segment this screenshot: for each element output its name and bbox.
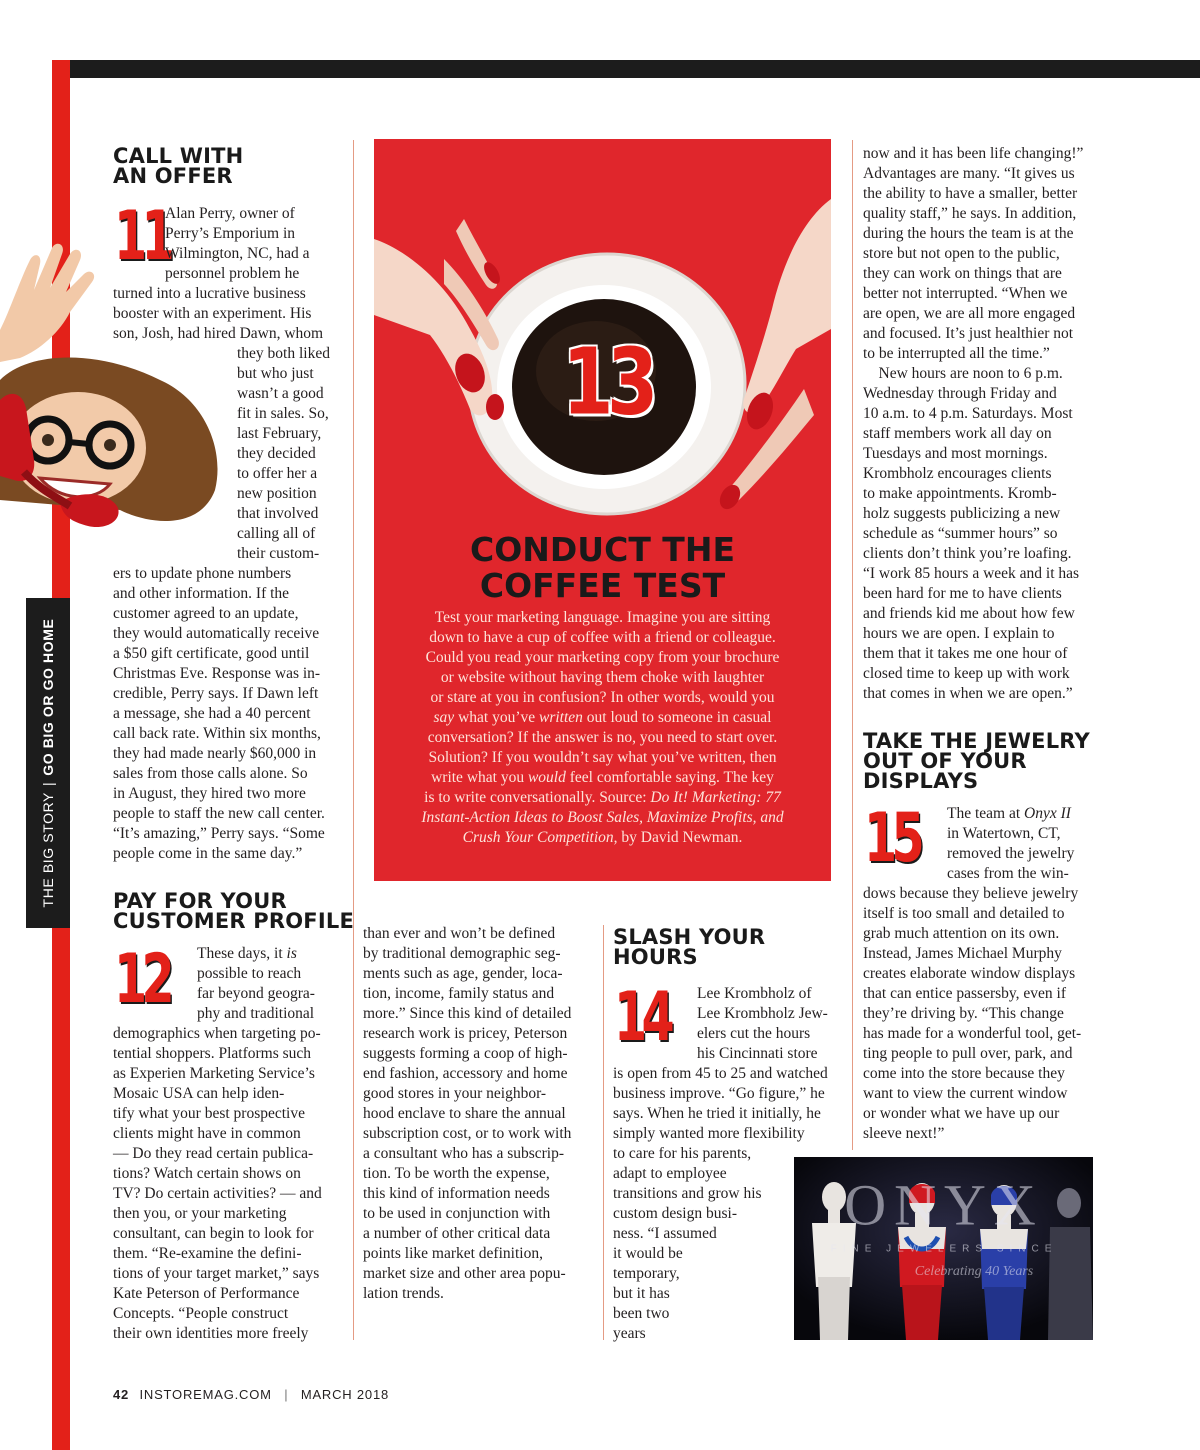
body-line: has made for a wonderful tool, get- [863, 1025, 1082, 1042]
body-line: come into the store because they [863, 1065, 1065, 1082]
body-line: business improve. “Go figure,” he [613, 1085, 825, 1102]
body-line: tential shoppers. Platforms such [113, 1045, 312, 1062]
tip-12-number: 12 [114, 940, 170, 1019]
body-line: custom design busi- [613, 1205, 737, 1222]
body-line: subscription cost, or to work with [363, 1125, 572, 1142]
body-line: 10 a.m. to 4 p.m. Saturdays. Most [863, 405, 1073, 422]
body-line: Wilmington, NC, had a [165, 245, 310, 262]
tip-15-heading-line: TAKE THE JEWELRY [863, 729, 1090, 753]
body-line: hood enclave to share the annual [363, 1105, 566, 1122]
body-line: cases from the win- [947, 865, 1069, 882]
body-line: TV? Do certain activities? — and [113, 1185, 322, 1202]
body-line: they can work on things that are [863, 265, 1062, 282]
body-line: a number of other critical data [363, 1225, 551, 1242]
body-text: Solution? If you wouldn’t say what you’ve written, then [428, 749, 777, 766]
tip-12-heading [113, 891, 354, 931]
body-line [113, 944, 322, 964]
body-line [394, 688, 811, 708]
body-line: and friends kid me about how few [863, 605, 1075, 622]
body-line: Advantages are many. “It gives us [863, 165, 1075, 182]
body-line [394, 728, 811, 748]
body-line: they would automatically receive [113, 625, 320, 642]
body-line: been hard for me to have clients [863, 585, 1062, 602]
body-line: “I work 85 hours a week and it has [863, 565, 1080, 582]
body-line: and focused. It’s just healthier not [863, 325, 1074, 342]
body-line: demographics when targeting po- [113, 1025, 321, 1042]
body-line: that can entice passersby, even if [863, 985, 1066, 1002]
tip-14-number: 14 [614, 978, 670, 1057]
body-line: adapt to employee [613, 1165, 727, 1182]
tip-12-heading-line: PAY FOR YOUR [113, 889, 287, 913]
onyx-signage-subtitle: FINE JEWELERS SINCE [830, 1243, 1058, 1255]
body-line: ers to update phone numbers [113, 565, 292, 582]
body-text: or website without having them choke with laughter [440, 669, 765, 686]
body-text: or stare at you in confusion? In other words, would you [430, 689, 775, 706]
body-line: quality staff,” he says. In addition, [863, 205, 1077, 222]
body-line: wasn’t a good [237, 385, 324, 402]
body-line: Tuesdays and most mornings. [863, 445, 1048, 462]
body-line: want to view the current window [863, 1085, 1068, 1102]
body-line: possible to reach [197, 965, 302, 982]
body-line [394, 828, 811, 848]
body-line: in August, they hired two more [113, 785, 306, 802]
body-line: good stores in your neighbor- [363, 1085, 547, 1102]
body-line: hours we are open. I explain to [863, 625, 1055, 642]
body-line [394, 768, 811, 788]
body-line: that comes in when we are open.” [863, 685, 1073, 702]
body-line: clients don’t think you’re loafing. [863, 545, 1072, 562]
body-line: new position [237, 485, 317, 502]
body-line: this kind of information needs [363, 1185, 550, 1202]
tip-15-heading-line: OUT OF YOUR [863, 749, 1027, 773]
body-line: call back rate. Within six months, [113, 725, 321, 742]
tip-11-heading-line: CALL WITH [113, 144, 244, 168]
body-text: write what you [431, 769, 528, 786]
footer-separator: | [284, 1387, 289, 1402]
onyx-signage-script: Celebrating 40 Years [914, 1264, 1034, 1279]
body-line: but who just [237, 365, 314, 382]
body-line: consultant, can begin to look for [113, 1225, 314, 1242]
footer-issue: MARCH 2018 [300, 1387, 390, 1402]
page-number: 42 [113, 1387, 130, 1402]
tip-11-heading [113, 146, 243, 186]
body-line: Instead, James Michael Murphy [863, 945, 1062, 962]
tip-11-heading-line: AN OFFER [113, 164, 233, 188]
body-line: end fashion, accessory and home [363, 1065, 568, 1082]
tip-12-body-continued [363, 924, 571, 1304]
section-label-separator: | [40, 781, 56, 787]
body-line: ness. “I assumed [613, 1225, 717, 1242]
body-text-emphasis: say [433, 709, 455, 726]
section-side-label [40, 619, 56, 908]
tip-15-number: 15 [864, 799, 920, 878]
body-line: itself is too small and detailed to [863, 905, 1065, 922]
body-line: removed the jewelry [947, 845, 1075, 862]
body-line: that involved [237, 505, 319, 522]
body-line: people to staff the new call center. [113, 805, 325, 822]
tip-12-heading-line: CUSTOMER PROFILE [113, 909, 354, 933]
body-line: “It’s amazing,” Perry says. “Some [113, 825, 325, 842]
coffee-test-hero [374, 139, 831, 881]
body-line: store but not open to the public, [863, 245, 1060, 262]
body-line: research work is pricey, Peterson [363, 1025, 568, 1042]
body-line: booster with an experiment. His [113, 305, 312, 322]
body-line: than ever and won’t be defined [363, 925, 556, 942]
section-label-strong: GO BIG OR GO HOME [40, 618, 56, 776]
body-line: more.” Since this kind of detailed [363, 1005, 572, 1022]
body-line: their own identities more freely [113, 1325, 309, 1342]
body-line: the ability to have a smaller, better [863, 185, 1078, 202]
body-line: they had made nearly $60,000 in [113, 745, 317, 762]
body-line: simply wanted more flexibility [613, 1125, 805, 1142]
body-text-emphasis: Do It! Marketing: 77 [650, 789, 781, 806]
body-text: what you’ve [454, 709, 539, 726]
body-line: better not interrupted. “When we [863, 285, 1068, 302]
body-line: ting people to pull over, park, and [863, 1045, 1073, 1062]
body-line: and other information. If the [113, 585, 290, 602]
body-line: turned into a lucrative business [113, 285, 306, 302]
body-line: closed time to keep up with work [863, 665, 1070, 682]
body-line: in Watertown, CT, [947, 825, 1061, 842]
body-line: points like market definition, [363, 1245, 543, 1262]
body-text: out loud to someone in casual [582, 709, 772, 726]
body-line: as Experien Marketing Service’s [113, 1065, 315, 1082]
tip-15-heading [863, 731, 1090, 791]
body-line: Wednesday through Friday and [863, 385, 1057, 402]
body-line: people come in the same day.” [113, 845, 303, 862]
body-text-emphasis: is [286, 945, 297, 962]
tip-15-heading-line: DISPLAYS [863, 769, 979, 793]
body-line: customer agreed to an update, [113, 605, 299, 622]
onyx-window-display-photo [794, 1157, 1093, 1340]
body-line: his Cincinnati store [697, 1045, 818, 1062]
body-text: feel comfortable saying. The key [565, 769, 774, 786]
body-line: tify what your best prospective [113, 1105, 305, 1122]
body-line: temporary, [613, 1265, 680, 1282]
body-line: Alan Perry, owner of [165, 205, 295, 222]
body-line: tions? Watch certain shows on [113, 1165, 301, 1182]
body-text: Test your marketing language. Imagine you are sitting [434, 609, 771, 626]
body-line [394, 628, 811, 648]
body-line [394, 708, 811, 728]
body-line: them. “Re-examine the defini- [113, 1245, 302, 1262]
body-line: Lee Krombholz of [697, 985, 812, 1002]
body-line: credible, Perry says. If Dawn left [113, 685, 319, 702]
body-line: Lee Krombholz Jew- [697, 1005, 828, 1022]
body-line: market size and other area popu- [363, 1265, 566, 1282]
body-text-emphasis: Onyx II [1024, 805, 1071, 822]
footer-site: INSTOREMAG.COM [139, 1387, 272, 1402]
body-text: , by David Newman. [613, 829, 743, 846]
body-line: son, Josh, had hired Dawn, whom [113, 325, 324, 342]
body-line [394, 608, 811, 628]
body-line: by traditional demographic seg- [363, 945, 561, 962]
body-line: or wonder what we have up our [863, 1105, 1060, 1122]
tip-13-body [394, 608, 811, 848]
body-line: tions of your target market,” says [113, 1265, 320, 1282]
tip-14-heading-line: HOURS [613, 945, 698, 969]
body-line: a $50 gift certificate, good until [113, 645, 310, 662]
body-line [394, 788, 811, 808]
body-line: Krombholz encourages clients [863, 465, 1052, 482]
body-line [394, 648, 811, 668]
body-line: staff members work all day on [863, 425, 1052, 442]
body-line: far beyond geogra- [197, 985, 315, 1002]
body-line: Christmas Eve. Response was in- [113, 665, 321, 682]
body-line: they both liked [237, 345, 330, 362]
body-line: to make appointments. Kromb- [863, 485, 1057, 502]
body-line: elers cut the hours [697, 1025, 811, 1042]
column-rule-3 [852, 140, 853, 1150]
body-line [394, 808, 811, 828]
onyx-store-signage: ONYX [844, 1172, 1044, 1238]
body-line: to offer her a [237, 465, 318, 482]
body-line: says. When he tried it initially, he [613, 1105, 821, 1122]
tip-13-heading-line: CONDUCT THE [470, 530, 735, 569]
body-line: but it has [613, 1285, 670, 1302]
body-line: now and it has been life changing!” [863, 145, 1084, 162]
body-line: during the hours the team is at the [863, 225, 1074, 242]
tip-14-heading-line: SLASH YOUR [613, 925, 766, 949]
body-line: been two [613, 1305, 670, 1322]
body-line: suggests forming a coop of high- [363, 1045, 568, 1062]
body-text: Could you read your marketing copy from your brochure [425, 649, 780, 666]
body-line: clients might have in common [113, 1125, 301, 1142]
tip-11-body [113, 197, 330, 864]
body-line: transitions and grow his [613, 1185, 762, 1202]
body-text-emphasis: Crush Your Competition [462, 829, 614, 846]
body-line: they’re driving by. “This change [863, 1005, 1064, 1022]
body-line: a message, she had a 40 percent [113, 705, 311, 722]
body-line: fit in sales. So, [237, 405, 329, 422]
tip-14-heading [613, 927, 765, 967]
body-line: ments such as age, gender, loca- [363, 965, 563, 982]
column-rule-1 [353, 140, 354, 1340]
page-footer [113, 1387, 389, 1402]
body-line: holz suggests publicizing a new [863, 505, 1061, 522]
body-line: are open, we are all more engaged [863, 305, 1076, 322]
body-line [863, 804, 1081, 824]
body-line: sales from those calls alone. So [113, 765, 308, 782]
body-line: years [613, 1325, 646, 1342]
top-border-bar [52, 60, 1200, 78]
body-text-emphasis: would [527, 769, 566, 786]
tip-13-heading-line: COFFEE TEST [479, 566, 726, 605]
body-text-emphasis: written [538, 709, 583, 726]
body-line: last February, [237, 425, 322, 442]
body-line: personnel problem he [165, 265, 300, 282]
body-line: to care for his parents, [613, 1145, 752, 1162]
body-line: their custom- [237, 545, 320, 562]
body-line: to be used in conjunction with [363, 1205, 551, 1222]
body-line: Concepts. “People construct [113, 1305, 289, 1322]
body-line: sleeve next!” [863, 1125, 945, 1142]
body-line [394, 668, 811, 688]
body-text: conversation? If the answer is no, you need to start over. [427, 729, 778, 746]
body-line: tion. To be worth the expense, [363, 1165, 550, 1182]
body-text: These days, it [197, 945, 287, 962]
tip-15-body [863, 799, 1082, 1144]
body-line: then you, or your marketing [113, 1205, 287, 1222]
body-line: New hours are noon to 6 p.m. [863, 365, 1063, 382]
body-line [394, 748, 811, 768]
body-line: calling all of [237, 525, 316, 542]
body-line: Perry’s Emporium in [165, 225, 296, 242]
body-line: grab much attention on its own. [863, 925, 1060, 942]
body-line: a consultant who has a subscrip- [363, 1145, 565, 1162]
body-line: tion, income, family status and [363, 985, 555, 1002]
body-text: is to write conversationally. Source: [424, 789, 651, 806]
body-line: to be interrupted all the time.” [863, 345, 1050, 362]
tip-12-body [113, 940, 322, 1344]
body-line: phy and traditional [197, 1005, 315, 1022]
tip-11-number: 11 [114, 197, 170, 276]
tip-14-body-continued [863, 144, 1083, 704]
body-line: Mosaic USA can help iden- [113, 1085, 285, 1102]
body-text-emphasis: Instant-Action Ideas to Boost Sales, Maximize Profits, and [421, 809, 784, 826]
body-line: them that it takes me one hour of [863, 645, 1068, 662]
body-line: Kate Peterson of Performance [113, 1285, 300, 1302]
body-line: dows because they believe jewelry [863, 885, 1079, 902]
tip-13-number: 13 [562, 328, 652, 436]
body-line: creates elaborate window displays [863, 965, 1076, 982]
column-rule-2 [603, 925, 604, 1340]
tip-13-heading [374, 532, 831, 604]
body-line: — Do they read certain publica- [113, 1145, 314, 1162]
body-line: lation trends. [363, 1285, 444, 1302]
body-line: they decided [237, 445, 316, 462]
body-line: schedule as “summer hours” so [863, 525, 1058, 542]
body-text: The team at [947, 805, 1025, 822]
section-label-light: THE BIG STORY [40, 792, 56, 908]
body-text: down to have a cup of coffee with a friend or colleague. [429, 629, 776, 646]
body-line: is open from 45 to 25 and watched [613, 1065, 828, 1082]
body-line: it would be [613, 1245, 683, 1262]
